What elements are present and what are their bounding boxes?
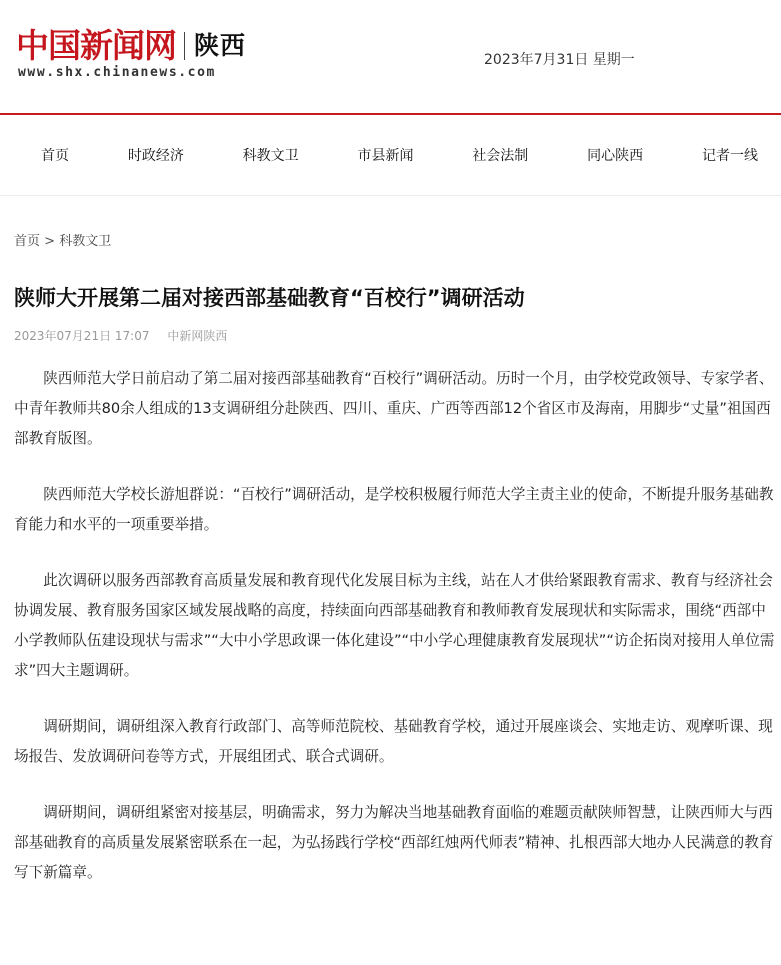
article-datetime: 2023年07月21日 17:07 [14,329,150,343]
article-paragraph: 调研期间，调研组深入教育行政部门、高等师范院校、基础教育学校，通过开展座谈会、实地走访、观摩听课、现场报告、发放调研问卷等方式，开展组团式、联合式调研。 [14,718,773,765]
article-paragraph: 陕西师范大学日前启动了第二届对接西部基础教育“百校行”调研活动。历时一个月，由学校党政领导、专家学者、中青年教师共80余人组成的13支调研组分赴陕西、四川、重庆、广西等西部12个省区市及海南，用脚步“丈量”祖国西部教育版图。 [14,370,774,447]
nav-county-news[interactable]: 市县新闻 [357,148,414,164]
article-paragraph: 调研期间，调研组紧密对接基层，明确需求，努力为解决当地基础教育面临的难题贡献陕师智慧，让陕西师大与西部基础教育的高质量发展紧密联系在一起，为弘扬践行学校“西部红烛两代师表”精神、扎根西部大地办人民满意的教育写下新篇章。 [14,804,774,881]
article-meta [14,327,227,344]
main-nav [0,115,781,196]
breadcrumb-section[interactable]: 科教文卫 [59,234,112,249]
site-header [0,0,781,115]
logo-url: www.shx.chinanews.com [18,65,216,80]
breadcrumb [14,230,111,249]
breadcrumb-home[interactable]: 首页 [14,234,41,249]
article-body [14,364,780,914]
header-date: 2023年7月31日 星期一 [484,52,635,68]
nav-politics-economy[interactable]: 时政经济 [127,148,184,164]
nav-society-law[interactable]: 社会法制 [472,148,529,164]
logo-divider [184,32,185,60]
nav-reporters[interactable]: 记者一线 [701,148,758,164]
logo-region: 陕西 [194,31,247,60]
article-paragraph: 陕西师范大学校长游旭群说：“百校行”调研活动，是学校积极履行师范大学主责主业的使命，不断提升服务基础教育能力和水平的一项重要举措。 [14,486,774,533]
nav-home[interactable]: 首页 [41,148,69,164]
article-source: 中新网陕西 [167,329,228,343]
nav-tongxin-shaanxi[interactable]: 同心陕西 [587,148,644,164]
article-paragraph: 此次调研以服务西部教育高质量发展和教育现代化发展目标为主线，站在人才供给紧跟教育需求、教育与经济社会协调发展、教育服务国家区域发展战略的高度，持续面向西部基础教育和教师教育发展现状和实际需求，围绕“西部中小学教师队伍建设现状与需求”“大中小学思政课一体化建设”“中小学心理健康教育发展现状”“访企拓岗对接用人单位需求”四大主题调研。 [14,572,775,679]
logo-chinanews: 中国新闻网 [16,26,176,65]
breadcrumb-separator: > [44,234,56,249]
site-logo[interactable] [16,26,247,80]
nav-science-education[interactable]: 科教文卫 [242,148,299,164]
article-title: 陕师大开展第二届对接西部基础教育“百校行”调研活动 [14,286,525,310]
